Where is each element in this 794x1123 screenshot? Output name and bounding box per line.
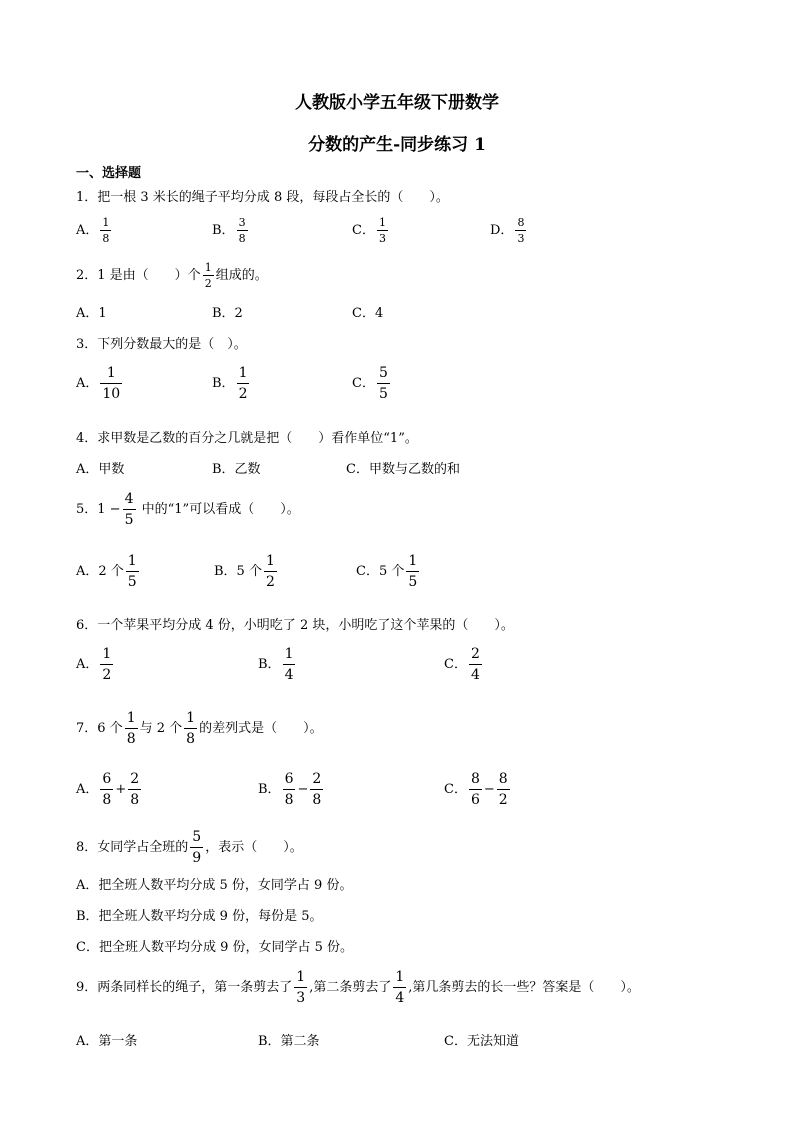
fraction: $\frac{1}{2}$ (102, 646, 112, 683)
fraction: $\frac{1}{8}$ (126, 710, 136, 747)
fraction: $\frac{2}{8}$ (130, 771, 140, 808)
fraction: $\frac{1}{8}$ (186, 710, 196, 747)
q8-option-c[interactable]: C．把全班人数平均分成 9 份，女同学占 5 份。 (76, 940, 354, 955)
question-4-text: 4．求甲数是乙数的百分之几就是把（ ）看作单位“1”。 (76, 431, 418, 446)
fraction: $\frac{1}{4}$ (395, 969, 405, 1006)
question-5-text: 5．1 − $\frac{4}{5}$ 中的“1”可以看成（ ）。 (76, 491, 300, 528)
fraction: $\frac{1}{4}$ (284, 646, 294, 683)
q6-option-b[interactable]: B． $\frac{1}{4}$ (258, 646, 294, 683)
q3-option-b[interactable]: B． $\frac{1}{2}$ (212, 365, 248, 402)
q8-option-a[interactable]: A．把全班人数平均分成 5 份，女同学占 9 份。 (76, 878, 353, 893)
question-7-text: 7．6 个 $\frac{1}{8}$ 与 2 个 $\frac{1}{8}$ 的差列式是（ ）。 (76, 710, 323, 747)
fraction: $\frac{5}{5}$ (378, 365, 388, 402)
q1-option-d[interactable]: D． $\frac{8}{3}$ (490, 216, 525, 245)
fraction: $\frac{1}{2}$ (204, 261, 212, 290)
fraction: $\frac{1}{8}$ (102, 216, 110, 245)
q1-option-c[interactable]: C． $\frac{1}{3}$ (352, 216, 386, 245)
fraction: $\frac{3}{8}$ (238, 216, 246, 245)
fraction: $\frac{2}{8}$ (312, 771, 322, 808)
fraction: $\frac{2}{4}$ (470, 646, 480, 683)
q1-option-b[interactable]: B． $\frac{3}{8}$ (212, 216, 246, 245)
q2-option-b[interactable]: B．2 (212, 306, 243, 321)
fraction: $\frac{6}{8}$ (102, 771, 112, 808)
q7-option-c[interactable]: C． $\frac{8}{6}$ − $\frac{8}{2}$ (444, 771, 508, 808)
question-6-text: 6．一个苹果平均分成 4 份，小明吃了 2 块，小明吃了这个苹果的（ ）。 (76, 618, 514, 633)
question-3-text: 3．下列分数最大的是（ ）。 (76, 337, 247, 352)
q6-option-c[interactable]: C． $\frac{2}{4}$ (444, 646, 480, 683)
fraction: $\frac{1}{3}$ (296, 969, 306, 1006)
fraction: $\frac{5}{9}$ (192, 829, 202, 866)
fraction: $\frac{1}{10}$ (102, 365, 121, 402)
q5-option-a[interactable]: A．2 个 $\frac{1}{5}$ (76, 553, 137, 590)
q3-option-a[interactable]: A． $\frac{1}{10}$ (76, 365, 121, 402)
question-8-text: 8．女同学占全班的 $\frac{5}{9}$ ，表示（ ）。 (76, 829, 303, 866)
fraction: $\frac{4}{5}$ (124, 491, 134, 528)
q4-option-b[interactable]: B．乙数 (212, 462, 261, 477)
fraction: $\frac{1}{2}$ (265, 553, 275, 590)
question-9-text: 9．两条同样长的绳子，第一条剪去了 $\frac{1}{3}$ ,第二条剪去了 $\frac{1}{4}$ ,第几条剪去的长一些？答案是（ ）。 (76, 969, 640, 1006)
question-1-text: 1．把一根 3 米长的绳子平均分成 8 段，每段占全长的（ ）。 (76, 190, 449, 205)
q4-option-c[interactable]: C．甲数与乙数的和 (346, 462, 460, 477)
q4-option-a[interactable]: A．甲数 (76, 462, 125, 477)
fraction: $\frac{1}{2}$ (238, 365, 248, 402)
q8-option-b[interactable]: B．把全班人数平均分成 9 份，每份是 5。 (76, 909, 323, 924)
document-title: 人教版小学五年级下册数学 (295, 93, 499, 113)
q9-option-a[interactable]: A．第一条 (76, 1034, 138, 1049)
q2-option-c[interactable]: C．4 (352, 306, 384, 321)
fraction: $\frac{1}{5}$ (408, 553, 418, 590)
q9-option-c[interactable]: C．无法知道 (444, 1034, 519, 1049)
q1-option-a[interactable]: A． $\frac{1}{8}$ (76, 216, 110, 245)
fraction: $\frac{1}{5}$ (127, 553, 137, 590)
fraction: $\frac{8}{2}$ (498, 771, 508, 808)
q7-option-b[interactable]: B． $\frac{6}{8}$ − $\frac{2}{8}$ (258, 771, 322, 808)
q6-option-a[interactable]: A． $\frac{1}{2}$ (76, 646, 112, 683)
q5-option-c[interactable]: C．5 个 $\frac{1}{5}$ (356, 553, 418, 590)
q5-option-b[interactable]: B．5 个 $\frac{1}{2}$ (214, 553, 275, 590)
q3-option-c[interactable]: C． $\frac{5}{5}$ (352, 365, 388, 402)
fraction: $\frac{6}{8}$ (284, 771, 294, 808)
section-heading: 一、选择题 (76, 166, 142, 181)
q2-option-a[interactable]: A．1 (76, 306, 107, 321)
q7-option-a[interactable]: A． $\frac{6}{8}$ + $\frac{2}{8}$ (76, 771, 140, 808)
document-subtitle: 分数的产生-同步练习 1 (308, 135, 486, 155)
fraction: $\frac{1}{3}$ (378, 216, 386, 245)
question-2-text: 2．1 是由（ ）个 $\frac{1}{2}$ 组成的。 (76, 261, 268, 290)
fraction: $\frac{8}{6}$ (470, 771, 480, 808)
q9-option-b[interactable]: B．第二条 (258, 1034, 320, 1049)
fraction: $\frac{8}{3}$ (517, 216, 525, 245)
